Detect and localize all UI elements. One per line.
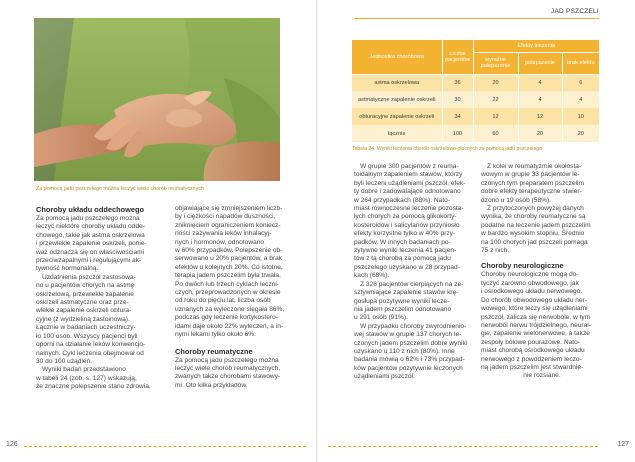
text-line: i przewlekłe zapalenie oskrzeli, ponie- (36, 240, 147, 248)
text-line: no u pacjentów chorych na astmę (36, 282, 135, 290)
paragraph-respiratory-results (36, 366, 158, 391)
text-line: dzono u 19 osób (58%). (481, 196, 552, 204)
paragraph-degenerative (354, 323, 476, 382)
text-line: czonych tym preparatem pszczelim (481, 179, 584, 187)
cell-none: 4 (562, 91, 599, 108)
text-line: zniknięciem ograniczeniem koniecz- (175, 221, 281, 229)
text-line: wlekłe zapalenie oskrzeli obtura- (36, 307, 132, 315)
text-line: leczyć niektóre choroby układu odde- (36, 223, 145, 231)
cell-marked: 12 (473, 108, 518, 125)
text-line: tów z tą chorobą za pomocą jadu (354, 255, 451, 263)
text-line: W grupie 300 pacjentów z reuma- (360, 163, 459, 170)
text-line: Do chorób obwodowego układu ner- (481, 296, 587, 304)
heading-neurological: Choroby neurologiczne (481, 261, 564, 271)
cell-count: 30 (442, 91, 473, 108)
photo-caption: Za pomocą jadu pszczelego można leczyć wiele chorób reumatycznych (36, 186, 204, 192)
text-line: uznanych za wyleczone sięgała 86%, (175, 305, 285, 313)
text-line: przeciwzapalnymi i regulującymi ak- (36, 257, 142, 265)
footer-rule-right (328, 446, 598, 447)
table-caption: Tabela 24. Wyniki leczenia chorób oskrzelowo-płucnych za pomocą jadu pszczelego (352, 146, 542, 152)
text-line: byli leczeni użądleniami pszczół, efek- (354, 179, 466, 187)
photo-hands-rheumatism (34, 18, 280, 181)
left-column-1 (36, 205, 158, 392)
text-line: nych i hormonów, odnotowano (175, 238, 265, 246)
text-line: idami daje około 22% wyleczeń, a in- (175, 322, 284, 330)
cell-disease: astmatyczne zapalenie oskrzeli (352, 91, 442, 108)
left-column-2 (175, 205, 297, 390)
text-line: na 100 chorych jad pszczeli pomaga (481, 238, 588, 246)
paragraph-neurological (481, 271, 603, 380)
text-line: 30 do 100 użądleń. (36, 357, 93, 365)
text-line: Z kolei w reumatyzmie okołosta- (487, 163, 582, 170)
text-line: zytywne wyniki leczenia 41 pacjen- (354, 247, 457, 255)
paragraph-respiratory-study (36, 274, 158, 366)
text-line: podczas gdy leczenie kortykostero- (175, 314, 278, 322)
text-line: gie, zapalenie wielonerwowe, a także (481, 330, 590, 338)
text-line: tywność hormonalną. (36, 265, 99, 273)
text-line: Po dwóch lub trzech cyklach leczni- (175, 280, 280, 288)
paragraph-rheumatoid (354, 163, 476, 281)
text-line: efekty korzystne tylko w 40% przy- (354, 230, 456, 238)
table-row (352, 74, 599, 91)
paragraph-periarticular (481, 163, 603, 205)
text-line: Uzdatnienia pszczół zastosowa- (42, 273, 136, 281)
text-line: oporni na działanie leków konwencjo- (36, 341, 146, 349)
text-line: miast chorobą ośrodkowego układu (481, 347, 585, 355)
text-line: pszczół, zalicza się nerwobóle, w tym (481, 313, 591, 321)
results-table (352, 40, 599, 142)
cell-count: 100 (442, 125, 473, 142)
cell-none: 10 (562, 108, 599, 125)
sub-header-improved: polepszenie (518, 52, 562, 74)
text-line: W przypadku choroby zwyrodnienio- (360, 322, 467, 330)
text-line: nerwowego z powodzeniem leczo- (481, 355, 582, 363)
text-line: użądleniami pszczół. (354, 373, 415, 381)
cell-marked: 20 (473, 74, 518, 91)
text-line: kosteroidów i salicylanów przyniosło (354, 221, 460, 229)
header-rule (354, 18, 599, 19)
cell-improved: 20 (518, 125, 562, 142)
text-line: terapia jadem pszczelim była trwała. (175, 272, 281, 280)
text-line: Choroby neurologiczne mogą do- (481, 271, 579, 279)
text-line: ty dobre i zadowalające odnotowano (354, 188, 461, 196)
text-line: objawiające się zmniejszeniem liczb- (175, 205, 283, 212)
text-line: wej stawów w grupie 137 chorych le- (354, 331, 462, 339)
text-line: 75 z nich. (481, 247, 510, 255)
text-line: toidalnym zapaleniem stawów, którzy (354, 171, 463, 179)
cell-disease: astma oskrzelowa (352, 74, 442, 91)
right-column-1 (354, 163, 476, 382)
footer-rule-left (24, 446, 306, 447)
left-page (0, 0, 317, 462)
cell-count: 34 (442, 108, 473, 125)
text-line: badania mówią o 62% i 73% przypad- (354, 356, 465, 364)
text-line: Za pomocą jadu pszczelego można (175, 356, 279, 364)
text-line: dobre efekty terapeutyczne stwier- (481, 188, 582, 196)
text-line: wynika, że choroby reumatyczne są (481, 213, 586, 221)
paragraph-rheumatic-intro (175, 357, 297, 391)
text-line: kach (68%). (354, 272, 390, 280)
col-header-disease: Jednostka chorobowa (352, 40, 442, 74)
sub-header-none: brak efektu (562, 52, 599, 74)
text-line: Z przytoczonych powyżej danych (487, 205, 584, 213)
text-line: pszczelego uzyskano w 28 przypad- (354, 263, 460, 271)
col-header-effects: Efekty leczenia (473, 40, 599, 52)
table-row (352, 91, 599, 108)
text-line: serwowano u 20% pacjentów, a brak (175, 255, 283, 263)
text-line: sztywniające zapalenie stawów krę- (354, 289, 459, 297)
paragraph-spondylitis (354, 281, 476, 323)
heading-respiratory: Choroby układu oddechowego (36, 205, 144, 214)
text-line: łych chorych za pomocą glikokorty- (354, 213, 457, 221)
paragraph-summary (481, 205, 603, 255)
page-number-left: 126 (6, 441, 18, 448)
text-line: Łącznie w badaniach uczestniczy- (36, 324, 136, 332)
text-line: leczyć wiele chorób reumatycznych, (175, 364, 281, 372)
text-line: nia jadem pszczelim odnotowano (354, 305, 452, 313)
text-line: tyczyć zarówno obwodowego, jak (481, 279, 579, 287)
text-line: nerwoból nerwu trójdzielnego, neural- (481, 321, 591, 329)
text-line: Wyniki badań przedstawiono (42, 366, 126, 374)
cell-improved: 4 (518, 91, 562, 108)
text-line: nymi lekami tylko około 6%. (175, 331, 256, 339)
text-line: ło 100 osób. Wszyscy pacjenci byli (36, 332, 138, 340)
text-line: nalnych. Cykl leczenia obejmował od (36, 349, 144, 357)
cell-marked: 60 (473, 125, 518, 142)
page-number-right: 127 (617, 441, 629, 448)
col-header-count: Liczba pacjentów (442, 40, 473, 74)
running-header: JAD PSZCZELI (551, 8, 599, 15)
cell-improved: 4 (518, 74, 562, 91)
text-line: od roku do pięciu lat, liczba osób (175, 297, 271, 305)
text-line: że znaczne polepszenie stanu zdrowia, (36, 383, 151, 391)
cell-improved: 12 (518, 108, 562, 125)
text-line: zespoły bólowe pourazowe. Nato- (481, 338, 580, 346)
text-line: efektów u kolejnych 20%. Co istotne, (175, 263, 283, 271)
cell-disease: łącznie (352, 125, 442, 142)
text-line: chowego, takie jak astma oskrzelowa (36, 231, 145, 239)
cell-none: 20 (562, 125, 599, 142)
table-row (352, 108, 599, 125)
cell-count: 36 (442, 74, 473, 91)
text-line: podatne na leczenie jadem pszczelim (481, 221, 591, 229)
paragraph-respiratory-intro (36, 215, 158, 274)
text-line: zwanych także chorobami stawowy- (175, 373, 281, 381)
text-line: Za pomocą jadu pszczelego można (36, 215, 140, 222)
text-line: w 264 przypadkach (88%). Nato- (354, 196, 451, 204)
text-line: ną jadem pszczelim jest stwardnie- (481, 363, 584, 371)
text-line: czych, przeprowadzonych w okresie (175, 289, 281, 297)
text-line: cyjne (z wydzieliną zastoinową). (36, 315, 130, 323)
text-line: i ośrodkowego układu nerwowego. (481, 288, 583, 296)
text-line: wowym w grupie 33 pacjentów le- (481, 171, 580, 179)
text-line: w bardzo wysokim stopniu. Średnio (481, 230, 585, 238)
text-line: uzyskano u 110 z nich (80%). Inne (354, 347, 455, 355)
text-line: nie rozsiane. (523, 372, 561, 380)
right-column-2 (481, 163, 603, 381)
paragraph-respiratory-continued (175, 205, 297, 340)
text-line: u 291 osób (91%). (354, 314, 408, 322)
cell-disease: obturacyjne zapalenie oskrzeli (352, 108, 442, 125)
heading-rheumatic: Choroby reumatyczne (175, 346, 253, 356)
cell-none: 6 (562, 74, 599, 91)
text-line: oskrzelową, przewlekłe zapalenie (36, 290, 134, 298)
table-row-total (352, 125, 599, 142)
text-line: ków pacjentów pozytywnie leczonych (354, 364, 463, 372)
text-line: ności zażywania leków inhalacyj- (175, 230, 272, 238)
text-line: padków. W innych badaniach po- (354, 238, 451, 246)
text-line: by i ciężkości napadów duszności, (175, 213, 276, 221)
text-line: wowego, które leczy się użądleniami (481, 305, 588, 313)
sub-header-marked: wyraźne polepszenie (473, 52, 518, 74)
text-line: oskrzeli astmatyczne oraz prze- (36, 299, 129, 307)
text-line: w tabeli 24 (zob. s. 127) wskazują, (36, 374, 137, 382)
text-line: mi. Oto kilka przykładów. (175, 381, 248, 389)
text-line: czonych jadem pszczelim dobre wyniki (354, 339, 468, 347)
text-line: miast równoczesne leczenie pozosta- (354, 205, 464, 213)
text-line: w 60% przypadków. Polepszenie ob- (175, 247, 283, 255)
text-line: gosłupa pozytywne wyniki lecze- (354, 297, 450, 305)
text-line: Z 326 pacjentów cierpiących na ze- (360, 280, 464, 288)
cell-marked: 22 (473, 91, 518, 108)
text-line: waż odznacza się on właściwościami (36, 248, 145, 256)
right-page (318, 0, 635, 462)
